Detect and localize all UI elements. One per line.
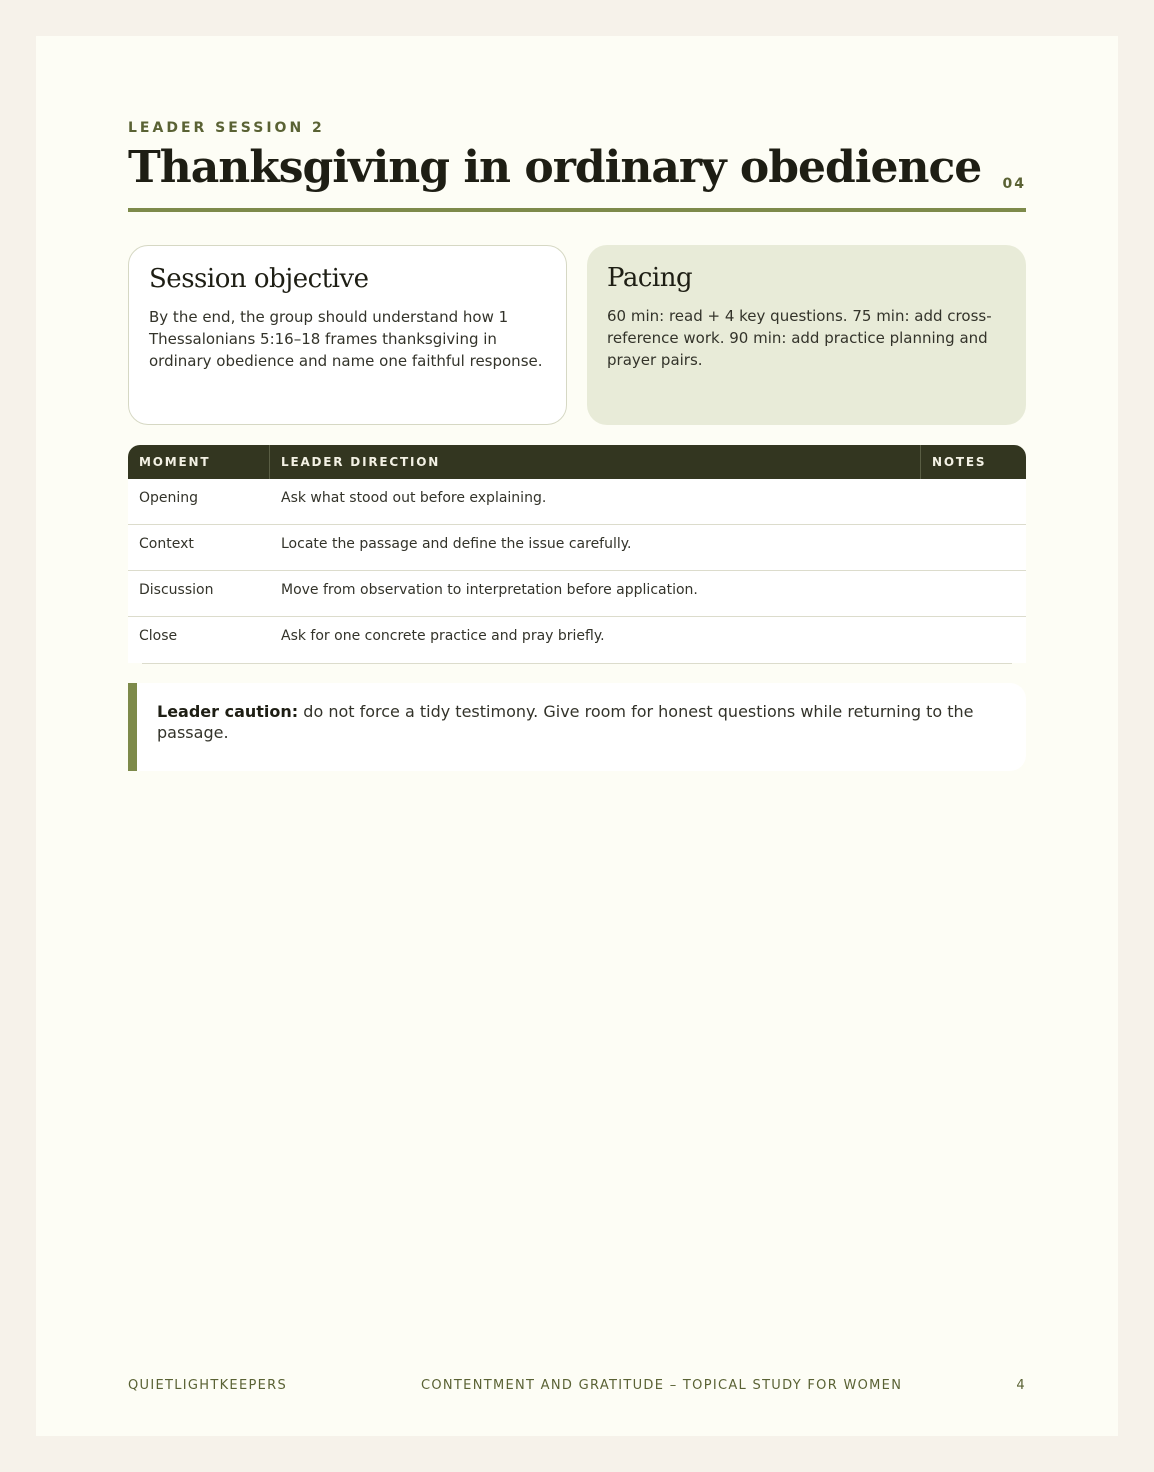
cell-notes bbox=[921, 479, 1026, 524]
caution-label: Leader caution: bbox=[157, 702, 299, 721]
cell-moment: Discussion bbox=[139, 582, 214, 598]
footer-study-title: CONTENTMENT AND GRATITUDE – TOPICAL STUDY FOR WOMEN bbox=[421, 1378, 903, 1393]
table-body bbox=[128, 479, 1026, 663]
leader-caution-callout bbox=[128, 683, 1026, 771]
cell-direction: Locate the passage and define the issue carefully. bbox=[281, 536, 632, 552]
footer bbox=[128, 1378, 1026, 1394]
pacing-body: 60 min: read + 4 key questions. 75 min: add cross-reference work. 90 min: add practice planning and prayer pairs. bbox=[607, 307, 992, 369]
caution-text: do not force a tidy testimony. Give room for honest questions while returning to the passage. bbox=[157, 702, 974, 742]
header-moment: MOMENT bbox=[128, 445, 270, 479]
cell-moment: Context bbox=[139, 536, 194, 552]
objective-card bbox=[128, 245, 567, 425]
footer-brand: QUIETLIGHTKEEPERS bbox=[128, 1378, 287, 1393]
table-row bbox=[128, 525, 1026, 571]
title-row bbox=[128, 138, 1026, 212]
cell-direction: Ask for one concrete practice and pray briefly. bbox=[281, 628, 605, 644]
info-cards bbox=[128, 245, 1026, 425]
footer-page-number: 4 bbox=[1016, 1378, 1026, 1393]
header-leader-direction: LEADER DIRECTION bbox=[270, 445, 921, 479]
cell-direction: Move from observation to interpretation before application. bbox=[281, 582, 698, 598]
cell-notes bbox=[921, 525, 1026, 570]
section-number: 04 bbox=[1002, 176, 1026, 192]
session-eyebrow: LEADER SESSION 2 bbox=[128, 120, 325, 136]
pacing-heading: Pacing bbox=[607, 263, 693, 293]
content bbox=[128, 120, 1026, 771]
cell-notes bbox=[921, 617, 1026, 663]
table-row bbox=[128, 571, 1026, 617]
table-row bbox=[128, 479, 1026, 525]
session-table bbox=[128, 445, 1026, 664]
cell-direction: Ask what stood out before explaining. bbox=[281, 490, 547, 506]
table-header bbox=[128, 445, 1026, 479]
cell-moment: Opening bbox=[139, 490, 199, 506]
header-notes: NOTES bbox=[932, 455, 987, 469]
table-row bbox=[128, 617, 1026, 663]
page-title: Thanksgiving in ordinary obedience bbox=[128, 142, 982, 193]
objective-body: By the end, the group should understand how 1 Thessalonians 5:16–18 frames thanksgiving in ordinary obedience and name one faithful response. bbox=[149, 308, 543, 370]
objective-heading: Session objective bbox=[149, 264, 369, 294]
pacing-card bbox=[587, 245, 1026, 425]
cell-moment: Close bbox=[139, 628, 178, 644]
page bbox=[36, 36, 1118, 1436]
table-bottom-rule bbox=[142, 663, 1012, 664]
cell-notes bbox=[921, 571, 1026, 616]
